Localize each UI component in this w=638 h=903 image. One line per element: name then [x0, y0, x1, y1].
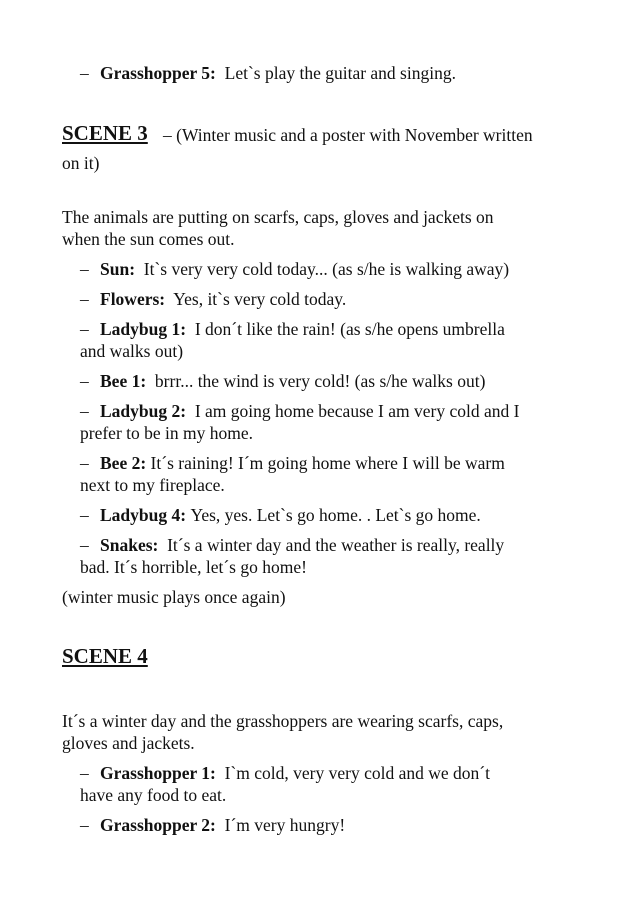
scene-4-intro-line2: gloves and jackets. — [62, 733, 195, 753]
dash: – — [80, 371, 89, 391]
dialogue-line-ladybug-2 — [80, 400, 519, 422]
scene-4-intro-line1: It´s a winter day and the grasshoppers are wearing scarfs, caps, — [62, 711, 504, 731]
dialogue-line-grasshopper-2 — [80, 814, 345, 836]
scene-3-heading-row — [62, 120, 148, 146]
dialogue-line-bee-1 — [80, 370, 485, 392]
dash: – — [80, 401, 89, 421]
speaker-name: Bee 2: — [100, 453, 147, 473]
dialogue-text: Yes, it`s very cold today. — [173, 289, 347, 309]
dialogue-text: I am going home because I am very cold and I — [194, 401, 520, 421]
dialogue-continuation: and walks out) — [80, 341, 184, 361]
scene-3-aside-cont — [62, 152, 99, 174]
dash: – — [80, 505, 89, 525]
dialogue-text: It´s a winter day and the weather is really, really — [167, 535, 505, 555]
dialogue-continuation: have any food to eat. — [80, 785, 227, 805]
dialogue-text: I don´t like the rain! (as s/he opens umbrella — [194, 319, 505, 339]
dash: – — [80, 535, 89, 555]
dialogue-line-snakes — [80, 534, 504, 556]
dialogue-continuation: next to my fireplace. — [80, 475, 225, 495]
dialogue-continuation: prefer to be in my home. — [80, 423, 254, 443]
speaker-name: Grasshopper 1: — [100, 763, 216, 783]
dash: – — [80, 763, 89, 783]
dialogue-line-flowers — [80, 288, 346, 310]
dialogue-text: Yes, yes. Let`s go home. . Let`s go home. — [190, 505, 481, 525]
speaker-name: Grasshopper 2: — [100, 815, 216, 835]
dialogue-text: It´s raining! I´m going home where I will be warm — [150, 453, 505, 473]
dash: – — [80, 453, 89, 473]
speaker-name: Sun: — [100, 259, 136, 279]
scene-4-heading: SCENE 4 — [62, 644, 148, 668]
dialogue-line-grasshopper-1 — [80, 762, 490, 784]
stage-direction: (winter music plays once again) — [62, 587, 286, 607]
dialogue-continuation: bad. It´s horrible, let´s go home! — [80, 557, 307, 577]
scene-3-aside-line1: – (Winter music and a poster with November written — [163, 125, 533, 145]
dash: – — [80, 63, 89, 83]
speaker-name: Flowers: — [100, 289, 166, 309]
scene-3-intro-line2: when the sun comes out. — [62, 229, 235, 249]
dialogue-text: I`m cold, very very cold and we don´t — [224, 763, 490, 783]
scene-3-intro-line1: The animals are putting on scarfs, caps, gloves and jackets on — [62, 207, 494, 227]
dialogue-line-grasshopper-5 — [80, 62, 456, 84]
dialogue-line-ladybug-1 — [80, 318, 505, 340]
dialogue-line-bee-2 — [80, 452, 505, 474]
speaker-name: Snakes: — [100, 535, 159, 555]
scene-3-heading: SCENE 3 — [62, 121, 148, 145]
dash: – — [80, 319, 89, 339]
dialogue-line-sun — [80, 258, 509, 280]
dialogue-text: Let`s play the guitar and singing. — [224, 63, 456, 83]
speaker-name: Bee 1: — [100, 371, 147, 391]
dash: – — [80, 815, 89, 835]
scene-3-aside — [163, 124, 533, 146]
dialogue-text: It`s very very cold today... (as s/he is walking away) — [143, 259, 510, 279]
dialogue-line-ladybug-4 — [80, 504, 481, 526]
speaker-name: Ladybug 4: — [100, 505, 187, 525]
dash: – — [80, 259, 89, 279]
dialogue-text: brrr... the wind is very cold! (as s/he walks out) — [154, 371, 486, 391]
dialogue-text: I´m very hungry! — [224, 815, 346, 835]
speaker-name: Ladybug 1: — [100, 319, 187, 339]
scene-3-aside-line2: on it) — [62, 153, 100, 173]
dash: – — [80, 289, 89, 309]
speaker-name: Ladybug 2: — [100, 401, 187, 421]
speaker-name: Grasshopper 5: — [100, 63, 216, 83]
